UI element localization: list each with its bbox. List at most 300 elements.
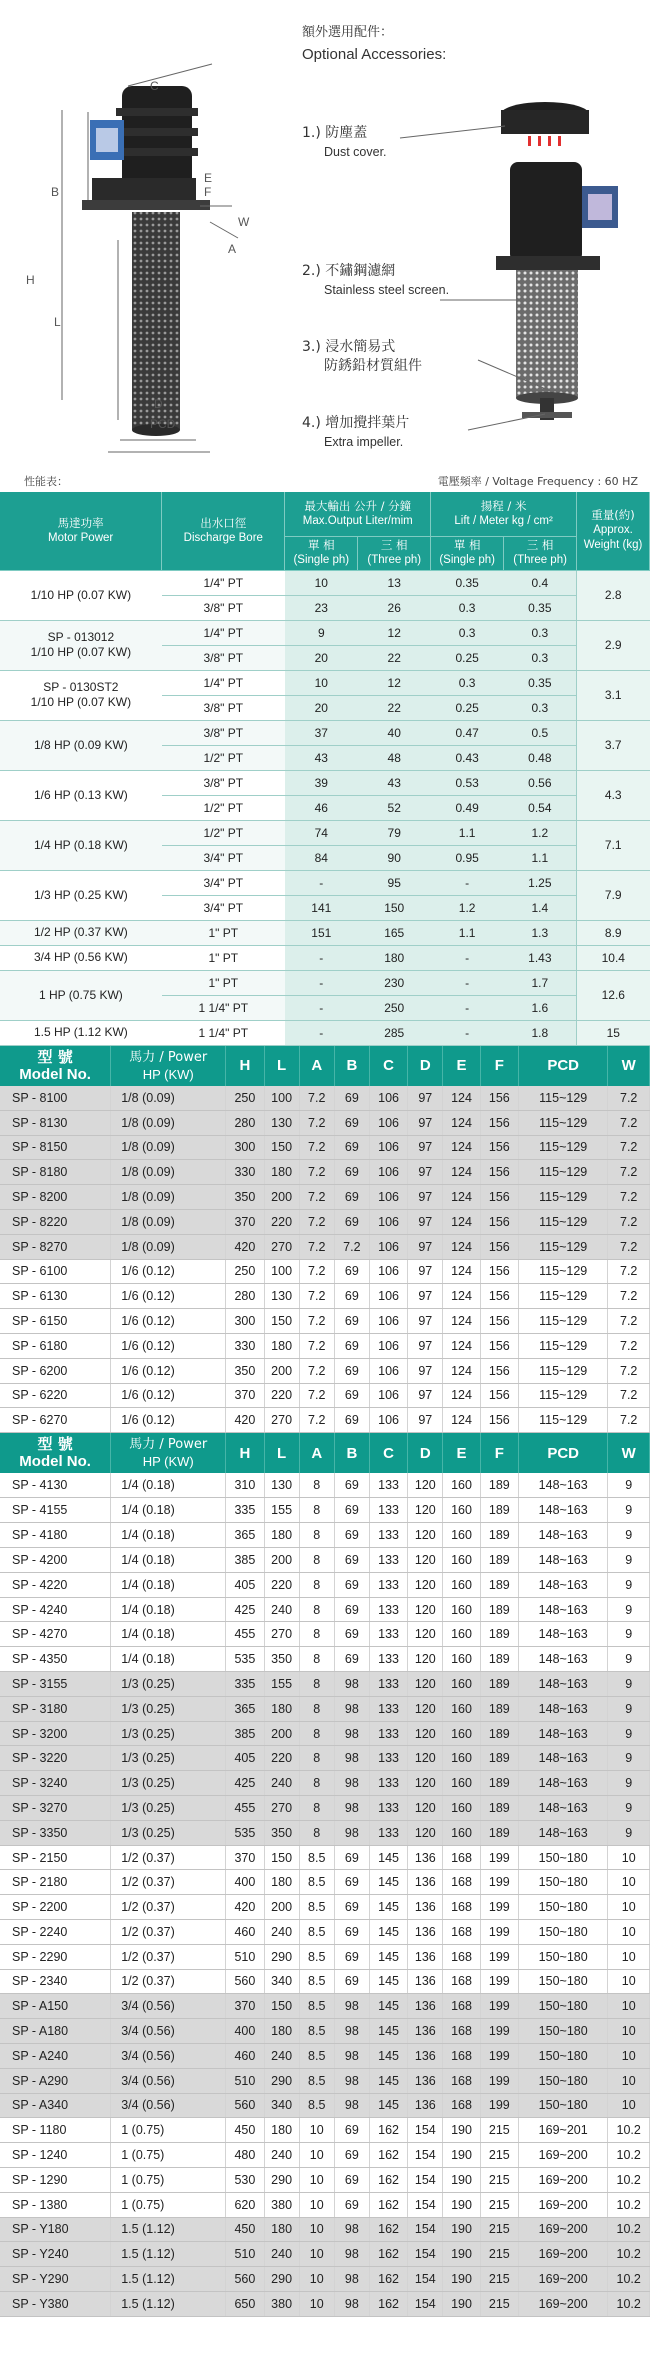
lift-single-cell: 0.49	[431, 795, 504, 820]
h-cell: 370	[226, 1845, 264, 1870]
e-cell: 190	[443, 2167, 480, 2192]
header-text: (Single ph)	[293, 554, 350, 566]
output-single-cell: 20	[285, 695, 358, 720]
d-cell: 154	[408, 2118, 443, 2143]
a-cell: 7.2	[299, 1110, 334, 1135]
table-row	[0, 1721, 650, 1746]
e-cell: 124	[443, 1135, 480, 1160]
f-cell: 215	[480, 2267, 518, 2292]
pcd-cell: 150~180	[518, 1895, 607, 1920]
model-cell: SP - 6220	[0, 1383, 111, 1408]
d-cell: 120	[408, 1548, 443, 1573]
l-cell: 130	[264, 1473, 299, 1498]
discharge-bore-cell: 3/8" PT	[162, 595, 285, 620]
b-cell: 69	[334, 1408, 369, 1433]
f-cell: 189	[480, 1721, 518, 1746]
model-cell: SP - 4200	[0, 1548, 111, 1573]
e-cell: 160	[443, 1672, 480, 1697]
h-cell: 250	[226, 1259, 264, 1284]
l-cell: 150	[264, 1994, 299, 2019]
e-cell: 168	[443, 1895, 480, 1920]
dim-label-a: A	[228, 242, 237, 256]
product-illustration-section	[0, 0, 650, 458]
model-cell: SP - 6200	[0, 1358, 111, 1383]
performance-meta	[0, 466, 650, 492]
dim-label-d: D	[154, 397, 163, 411]
pcd-cell: 148~163	[518, 1597, 607, 1622]
dim-label-l: L	[54, 315, 61, 329]
h-cell: 420	[226, 1234, 264, 1259]
header-text: 型 號	[37, 1435, 73, 1454]
weight-cell: 3.1	[577, 670, 650, 720]
table-row	[0, 1259, 650, 1284]
weight-cell: 2.8	[577, 570, 650, 620]
a-cell: 8	[299, 1572, 334, 1597]
model-cell: SP - 4350	[0, 1647, 111, 1672]
output-three-cell: 90	[358, 845, 431, 870]
l-cell: 270	[264, 1408, 299, 1433]
hp-cell: 1/4 (0.18)	[111, 1473, 226, 1498]
h-cell: 620	[226, 2192, 264, 2217]
e-cell: 168	[443, 2093, 480, 2118]
model-cell: SP - 2200	[0, 1895, 111, 1920]
hp-cell: 1/4 (0.18)	[111, 1498, 226, 1523]
l-cell: 100	[264, 1086, 299, 1111]
h-cell: 400	[226, 1870, 264, 1895]
f-cell: 156	[480, 1185, 518, 1210]
weight-cell: 3.7	[577, 720, 650, 770]
hp-cell: 1/4 (0.18)	[111, 1572, 226, 1597]
discharge-bore-cell: 3/8" PT	[162, 770, 285, 795]
output-single-cell: -	[285, 1020, 358, 1045]
lift-single-cell: 0.43	[431, 745, 504, 770]
e-cell: 160	[443, 1746, 480, 1771]
pcd-cell: 169~200	[518, 2242, 607, 2267]
header-text: Discharge Bore	[183, 531, 263, 544]
d-cell: 154	[408, 2143, 443, 2168]
a-cell: 10	[299, 2217, 334, 2242]
output-three-cell: 40	[358, 720, 431, 745]
f-cell: 199	[480, 1845, 518, 1870]
w-cell: 10	[608, 2093, 650, 2118]
accessory-item-label-en: Extra impeller.	[324, 435, 404, 449]
header-text: 三 相	[526, 538, 554, 552]
table-row	[0, 1647, 650, 1672]
b-cell: 69	[334, 1259, 369, 1284]
h-cell: 300	[226, 1135, 264, 1160]
w-cell: 10	[608, 2019, 650, 2044]
w-cell: 10.2	[608, 2167, 650, 2192]
b-cell: 98	[334, 2267, 369, 2292]
a-cell: 7.2	[299, 1358, 334, 1383]
b-cell: 69	[334, 1548, 369, 1573]
f-cell: 189	[480, 1622, 518, 1647]
lift-single-cell: 0.25	[431, 695, 504, 720]
table-row	[0, 1160, 650, 1185]
c-cell: 133	[369, 1498, 407, 1523]
weight-cell: 4.3	[577, 770, 650, 820]
a-cell: 8	[299, 1672, 334, 1697]
l-cell: 150	[264, 1309, 299, 1334]
pcd-cell: 115~129	[518, 1110, 607, 1135]
hp-cell: 1/6 (0.12)	[111, 1383, 226, 1408]
lift-single-cell: 0.3	[431, 620, 504, 645]
discharge-bore-cell: 1/4" PT	[162, 670, 285, 695]
f-cell: 189	[480, 1597, 518, 1622]
c-cell: 106	[369, 1383, 407, 1408]
h-cell: 400	[226, 2019, 264, 2044]
a-cell: 10	[299, 2143, 334, 2168]
w-cell: 9	[608, 1647, 650, 1672]
e-cell: 124	[443, 1358, 480, 1383]
output-single-cell: 84	[285, 845, 358, 870]
w-cell: 10.2	[608, 2242, 650, 2267]
header-text: 馬力 / Power	[129, 1049, 208, 1065]
e-cell: 160	[443, 1548, 480, 1573]
e-cell: 168	[443, 2043, 480, 2068]
c-cell: 162	[369, 2217, 407, 2242]
lift-three-cell: 0.54	[504, 795, 577, 820]
c-cell: 145	[369, 2043, 407, 2068]
output-three-cell: 285	[358, 1020, 431, 1045]
f-cell: 156	[480, 1309, 518, 1334]
a-cell: 8.5	[299, 2019, 334, 2044]
table-row	[0, 1820, 650, 1845]
col-header-f: F	[480, 1046, 518, 1086]
dimension-table-2	[0, 1433, 650, 2317]
dim-label-f: F	[204, 185, 212, 199]
performance-row	[0, 945, 650, 970]
e-cell: 168	[443, 2019, 480, 2044]
model-cell: SP - 3180	[0, 1696, 111, 1721]
hp-cell: 1/2 (0.37)	[111, 1969, 226, 1994]
l-cell: 180	[264, 1696, 299, 1721]
table-row	[0, 2167, 650, 2192]
l-cell: 220	[264, 1383, 299, 1408]
table-row	[0, 1672, 650, 1697]
header-text: Model No.	[19, 1065, 91, 1083]
d-cell: 97	[408, 1358, 443, 1383]
c-cell: 145	[369, 1870, 407, 1895]
w-cell: 9	[608, 1771, 650, 1796]
pcd-cell: 115~129	[518, 1284, 607, 1309]
w-cell: 10.2	[608, 2118, 650, 2143]
table-row	[0, 2143, 650, 2168]
model-cell: SP - Y240	[0, 2242, 111, 2267]
b-cell: 69	[334, 1523, 369, 1548]
c-cell: 145	[369, 1969, 407, 1994]
table-row	[0, 1696, 650, 1721]
c-cell: 162	[369, 2242, 407, 2267]
discharge-bore-cell: 1/2" PT	[162, 795, 285, 820]
w-cell: 7.2	[608, 1383, 650, 1408]
pcd-cell: 150~180	[518, 1944, 607, 1969]
output-single-cell: 9	[285, 620, 358, 645]
e-cell: 124	[443, 1309, 480, 1334]
e-cell: 160	[443, 1696, 480, 1721]
hp-cell: 3/4 (0.56)	[111, 2019, 226, 2044]
d-cell: 97	[408, 1333, 443, 1358]
col-header-h: H	[226, 1046, 264, 1086]
d-cell: 97	[408, 1383, 443, 1408]
l-cell: 180	[264, 1870, 299, 1895]
table-row	[0, 1920, 650, 1945]
d-cell: 154	[408, 2242, 443, 2267]
f-cell: 156	[480, 1160, 518, 1185]
h-cell: 405	[226, 1746, 264, 1771]
l-cell: 200	[264, 1548, 299, 1573]
hp-cell: 1/3 (0.25)	[111, 1721, 226, 1746]
col-header-f: F	[480, 1433, 518, 1473]
e-cell: 124	[443, 1408, 480, 1433]
w-cell: 9	[608, 1672, 650, 1697]
voltage-frequency: 電壓頻率 / Voltage Frequency : 60 HZ	[437, 475, 638, 488]
a-cell: 7.2	[299, 1135, 334, 1160]
hp-cell: 1/2 (0.37)	[111, 1895, 226, 1920]
h-cell: 450	[226, 2118, 264, 2143]
w-cell: 7.2	[608, 1160, 650, 1185]
b-cell: 69	[334, 1845, 369, 1870]
model-cell: SP - 3350	[0, 1820, 111, 1845]
lift-three-cell: 0.3	[504, 695, 577, 720]
b-cell: 69	[334, 1185, 369, 1210]
hp-cell: 1/8 (0.09)	[111, 1135, 226, 1160]
weight-cell: 10.4	[577, 945, 650, 970]
header-text: 出水口徑	[200, 515, 247, 530]
model-cell: SP - 4130	[0, 1473, 111, 1498]
dimension-table-2-body	[0, 1473, 650, 2316]
discharge-bore-cell: 3/8" PT	[162, 720, 285, 745]
e-cell: 160	[443, 1622, 480, 1647]
c-cell: 106	[369, 1333, 407, 1358]
motor-power-cell: 1 HP (0.75 KW)	[0, 970, 162, 1020]
table-row	[0, 2242, 650, 2267]
pcd-cell: 115~129	[518, 1408, 607, 1433]
hp-cell: 1/8 (0.09)	[111, 1185, 226, 1210]
d-cell: 97	[408, 1086, 443, 1111]
b-cell: 69	[334, 2167, 369, 2192]
w-cell: 9	[608, 1597, 650, 1622]
c-cell: 145	[369, 2093, 407, 2118]
motor-power-cell: 3/4 HP (0.56 KW)	[0, 945, 162, 970]
hp-cell: 1/2 (0.37)	[111, 1920, 226, 1945]
hp-cell: 3/4 (0.56)	[111, 1994, 226, 2019]
header-text: 最大輸出 公升 / 分鐘	[304, 498, 412, 513]
c-cell: 133	[369, 1597, 407, 1622]
table-row	[0, 1209, 650, 1234]
d-cell: 97	[408, 1284, 443, 1309]
header-text: 單 相	[307, 538, 335, 552]
a-cell: 10	[299, 2192, 334, 2217]
pcd-cell: 115~129	[518, 1160, 607, 1185]
a-cell: 8.5	[299, 1845, 334, 1870]
l-cell: 350	[264, 1820, 299, 1845]
hp-cell: 1/8 (0.09)	[111, 1160, 226, 1185]
w-cell: 9	[608, 1473, 650, 1498]
h-cell: 455	[226, 1622, 264, 1647]
output-single-cell: 10	[285, 570, 358, 595]
w-cell: 7.2	[608, 1284, 650, 1309]
output-single-cell: 151	[285, 920, 358, 945]
table-row	[0, 1944, 650, 1969]
b-cell: 98	[334, 1721, 369, 1746]
pcd-cell: 150~180	[518, 2093, 607, 2118]
l-cell: 240	[264, 2043, 299, 2068]
output-single-cell: 20	[285, 645, 358, 670]
l-cell: 150	[264, 1135, 299, 1160]
a-cell: 7.2	[299, 1160, 334, 1185]
lift-single-cell: -	[431, 870, 504, 895]
h-cell: 450	[226, 2217, 264, 2242]
model-cell: SP - 6130	[0, 1284, 111, 1309]
l-cell: 130	[264, 1110, 299, 1135]
a-cell: 7.2	[299, 1209, 334, 1234]
f-cell: 215	[480, 2242, 518, 2267]
h-cell: 510	[226, 1944, 264, 1969]
l-cell: 130	[264, 1284, 299, 1309]
pump-drawing-left	[62, 64, 238, 452]
f-cell: 215	[480, 2217, 518, 2242]
table-row	[0, 2291, 650, 2316]
c-cell: 162	[369, 2167, 407, 2192]
model-cell: SP - 3200	[0, 1721, 111, 1746]
c-cell: 145	[369, 1920, 407, 1945]
e-cell: 124	[443, 1209, 480, 1234]
hp-cell: 1/2 (0.37)	[111, 1870, 226, 1895]
h-cell: 425	[226, 1771, 264, 1796]
pcd-cell: 169~200	[518, 2192, 607, 2217]
model-cell: SP - 2290	[0, 1944, 111, 1969]
output-single-cell: -	[285, 945, 358, 970]
c-cell: 106	[369, 1259, 407, 1284]
pcd-cell: 148~163	[518, 1647, 607, 1672]
a-cell: 7.2	[299, 1408, 334, 1433]
col-header-a: A	[299, 1046, 334, 1086]
w-cell: 9	[608, 1572, 650, 1597]
header-text: Motor Power	[48, 531, 114, 544]
c-cell: 133	[369, 1647, 407, 1672]
f-cell: 156	[480, 1383, 518, 1408]
output-single-cell: -	[285, 970, 358, 995]
l-cell: 220	[264, 1209, 299, 1234]
c-cell: 133	[369, 1622, 407, 1647]
d-cell: 136	[408, 1845, 443, 1870]
performance-row	[0, 870, 650, 895]
motor-power-cell: SP - 0130ST2 1/10 HP (0.07 KW)	[0, 670, 162, 720]
table-row	[0, 1895, 650, 1920]
f-cell: 189	[480, 1647, 518, 1672]
lift-single-cell: 0.3	[431, 670, 504, 695]
model-cell: SP - 2340	[0, 1969, 111, 1994]
table-row	[0, 2192, 650, 2217]
c-cell: 133	[369, 1746, 407, 1771]
hp-cell: 3/4 (0.56)	[111, 2068, 226, 2093]
discharge-bore-cell: 1/4" PT	[162, 620, 285, 645]
w-cell: 9	[608, 1622, 650, 1647]
h-cell: 385	[226, 1548, 264, 1573]
f-cell: 156	[480, 1358, 518, 1383]
model-cell: SP - 1380	[0, 2192, 111, 2217]
col-header-model	[0, 1046, 111, 1086]
output-three-cell: 230	[358, 970, 431, 995]
output-single-cell: -	[285, 870, 358, 895]
h-cell: 455	[226, 1796, 264, 1821]
b-cell: 7.2	[334, 1234, 369, 1259]
e-cell: 190	[443, 2242, 480, 2267]
c-cell: 133	[369, 1820, 407, 1845]
dim-label-e: E	[204, 171, 213, 185]
discharge-bore-cell: 1" PT	[162, 945, 285, 970]
c-cell: 133	[369, 1696, 407, 1721]
output-three-cell: 165	[358, 920, 431, 945]
f-cell: 199	[480, 2019, 518, 2044]
l-cell: 270	[264, 1796, 299, 1821]
h-cell: 350	[226, 1185, 264, 1210]
lift-three-cell: 1.3	[504, 920, 577, 945]
hp-cell: 1.5 (1.12)	[111, 2217, 226, 2242]
motor-power-cell: 1/2 HP (0.37 KW)	[0, 920, 162, 945]
w-cell: 10.2	[608, 2192, 650, 2217]
d-cell: 120	[408, 1771, 443, 1796]
hp-cell: 1.5 (1.12)	[111, 2291, 226, 2316]
model-cell: SP - A290	[0, 2068, 111, 2093]
a-cell: 8.5	[299, 1969, 334, 1994]
b-cell: 69	[334, 1944, 369, 1969]
a-cell: 10	[299, 2167, 334, 2192]
l-cell: 350	[264, 1647, 299, 1672]
w-cell: 7.2	[608, 1333, 650, 1358]
hp-cell: 1/6 (0.12)	[111, 1358, 226, 1383]
output-three-cell: 95	[358, 870, 431, 895]
b-cell: 69	[334, 1895, 369, 1920]
e-cell: 190	[443, 2192, 480, 2217]
lift-three-cell: 0.35	[504, 595, 577, 620]
output-single-cell: -	[285, 995, 358, 1020]
a-cell: 7.2	[299, 1284, 334, 1309]
b-cell: 69	[334, 1969, 369, 1994]
d-cell: 136	[408, 1994, 443, 2019]
accessory-item-submersible-kit	[302, 338, 422, 376]
d-cell: 154	[408, 2192, 443, 2217]
discharge-bore-cell: 1 1/4" PT	[162, 995, 285, 1020]
table-row	[0, 1796, 650, 1821]
col-header-l: L	[264, 1433, 299, 1473]
header-text: 單 相	[453, 538, 481, 552]
pcd-cell: 115~129	[518, 1333, 607, 1358]
header-text: 馬力 / Power	[129, 1437, 208, 1453]
accessories-heading-en: Optional Accessories:	[302, 46, 447, 63]
l-cell: 200	[264, 1721, 299, 1746]
lift-single-cell: -	[431, 945, 504, 970]
h-cell: 365	[226, 1523, 264, 1548]
w-cell: 10	[608, 1969, 650, 1994]
a-cell: 8	[299, 1796, 334, 1821]
b-cell: 98	[334, 1820, 369, 1845]
model-cell: SP - 3270	[0, 1796, 111, 1821]
a-cell: 8	[299, 1473, 334, 1498]
d-cell: 120	[408, 1672, 443, 1697]
a-cell: 8.5	[299, 2043, 334, 2068]
model-cell: SP - 4155	[0, 1498, 111, 1523]
hp-cell: 1 (0.75)	[111, 2167, 226, 2192]
hp-cell: 1/6 (0.12)	[111, 1333, 226, 1358]
col-header-lift-three	[504, 536, 577, 570]
col-header-a: A	[299, 1433, 334, 1473]
a-cell: 7.2	[299, 1383, 334, 1408]
h-cell: 510	[226, 2068, 264, 2093]
e-cell: 124	[443, 1234, 480, 1259]
pcd-cell: 169~200	[518, 2291, 607, 2316]
